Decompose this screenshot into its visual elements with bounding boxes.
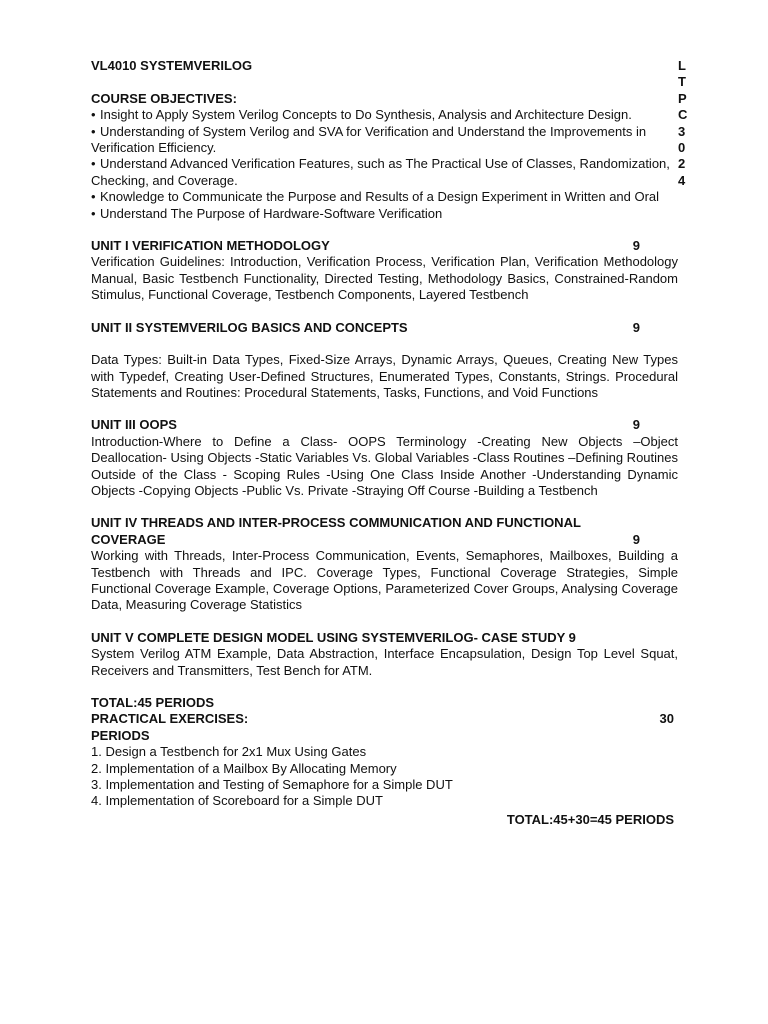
theory-total: TOTAL:45 PERIODS (91, 695, 215, 710)
unit-hours: 9 (632, 417, 640, 433)
unit-title: UNIT II SYSTEMVERILOG BASICS AND CONCEPTS (91, 319, 408, 335)
exercise-item: 2. Implementation of a Mailbox By Allocating Memory (91, 760, 397, 776)
unit-2 (91, 320, 678, 402)
ltpc-block (678, 58, 688, 189)
ltpc-label: L T P C (678, 58, 689, 123)
unit-5 (91, 630, 678, 679)
bullet-icon: • (91, 156, 96, 172)
totals-section (91, 695, 678, 828)
bullet-icon: • (91, 107, 96, 123)
unit-3 (91, 417, 678, 499)
bullet-icon: • (91, 123, 96, 139)
practical-periods: PERIODS (91, 727, 150, 743)
unit-hours: 9 (632, 238, 640, 254)
unit-body: Verification Guidelines: Introduction, Verification Process, Verification Plan, Verification Methodology Manual, Basic Testbench Functionality, Directed Testing, Methodology Basics, Constrained-Random Stimulus, Functional Coverage, Testbench Components, Layered Testbench (91, 254, 678, 303)
objective-item: • Understanding of System Verilog and SVA for Verification and Understand the Improvements in Verification Efficiency. (91, 123, 647, 156)
objective-item: • Understand The Purpose of Hardware-Software Verification (91, 205, 443, 221)
bullet-icon: • (91, 205, 96, 221)
grand-total: TOTAL:45+30=45 PERIODS (506, 811, 674, 827)
unit-body: Working with Threads, Inter-Process Communication, Events, Semaphores, Mailboxes, Building a Testbench with Threads and IPC. Coverage Types, Functional Coverage Strategies, Simple Functional Coverage Example, Coverage Options, Parameterized Cover Groups, Analysing Coverage Data, Measuring Coverage Statistics (91, 548, 678, 613)
practical-hours: 30 (659, 711, 674, 727)
objective-item: • Understand Advanced Verification Features, such as The Practical Use of Classes, Randomization, Checking, and Coverage. (91, 156, 670, 188)
unit-title: UNIT IV THREADS AND INTER-PROCESS COMMUNICATION AND FUNCTIONAL (91, 515, 581, 531)
unit-4 (91, 515, 678, 613)
unit-title-cont: COVERAGE (91, 531, 166, 547)
objective-item: • Insight to Apply System Verilog Concepts to Do Synthesis, Analysis and Architecture Design. (91, 107, 632, 123)
objectives-heading: COURSE OBJECTIVES: (91, 90, 237, 106)
unit-1 (91, 238, 678, 304)
unit-title: UNIT III OOPS (91, 417, 177, 433)
bullet-icon: • (91, 189, 96, 205)
practical-heading: PRACTICAL EXERCISES: (91, 711, 249, 727)
unit-title: UNIT I VERIFICATION METHODOLOGY (91, 238, 330, 254)
unit-hours: 9 (632, 531, 640, 547)
course-title: VL4010 SYSTEMVERILOG (91, 58, 253, 73)
syllabus-content (91, 58, 689, 828)
exercise-item: 3. Implementation and Testing of Semaphore for a Simple DUT (91, 777, 453, 793)
exercise-item: 4. Implementation of Scoreboard for a Simple DUT (91, 793, 383, 809)
exercise-item: 1. Design a Testbench for 2x1 Mux Using Gates (91, 744, 367, 760)
unit-body: Data Types: Built-in Data Types, Fixed-Size Arrays, Dynamic Arrays, Queues, Creating New Types with Typedef, Creating User-Defined Structures, Enumerated Types, Constants, Strings. Procedural Statements and Routines: Procedural Statements, Tasks, Functions, and Void Functions (91, 352, 678, 400)
ltpc-values: 3 0 2 4 (678, 123, 688, 188)
unit-body: System Verilog ATM Example, Data Abstraction, Interface Encapsulation, Design Top Level Squat, Receivers and Transmitters, Test Bench for ATM. (91, 646, 678, 678)
unit-body: Introduction-Where to Define a Class- OOPS Terminology -Creating New Objects –Object Deallocation- Using Objects -Static Variables Vs. Global Variables -Class Routines –Defining Routines Outside of the Class - Scoping Rules -Using One Class Inside Another -Understanding Dynamic Objects -Copying Objects -Public Vs. Private -Straying Off Course -Building a Testbench (91, 433, 678, 498)
objectives-section (91, 91, 678, 222)
objective-item: • Knowledge to Communicate the Purpose and Results of a Design Experiment in Written and Oral (91, 189, 660, 205)
unit-title: UNIT V COMPLETE DESIGN MODEL USING SYSTEMVERILOG- CASE STUDY 9 (91, 629, 576, 645)
unit-hours: 9 (632, 319, 640, 335)
